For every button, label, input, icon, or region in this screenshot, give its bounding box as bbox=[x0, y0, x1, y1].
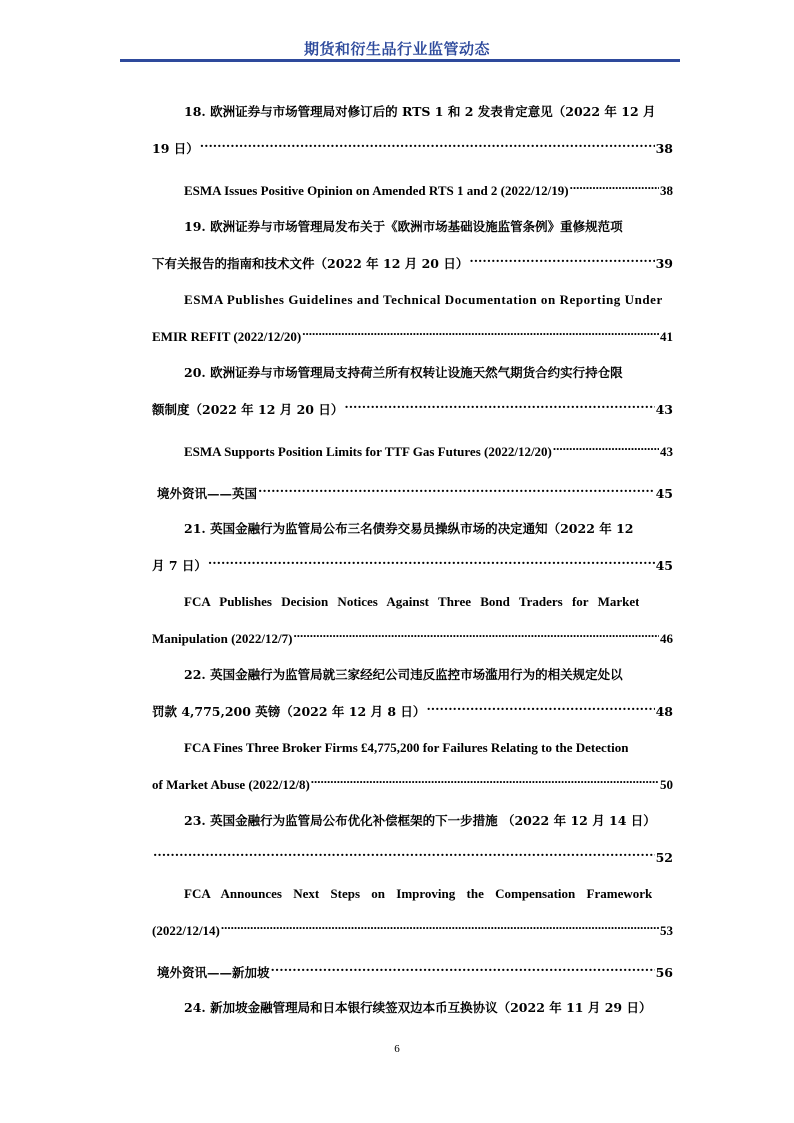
page-number: 6 bbox=[394, 1043, 400, 1055]
toc-page-number: 38 bbox=[655, 141, 673, 156]
toc-entry-22-en-line1[interactable]: FCA Fines Three Broker Firms £4,775,200 for Failures Relating to the Detection bbox=[184, 740, 629, 755]
toc-entry-19-zh-line1[interactable]: 19. 欧洲证券与市场管理局发布关于《欧洲市场基础设施监管条例》重修规范项 bbox=[184, 219, 623, 234]
toc-section-singapore[interactable]: 境外资讯——新加坡 ..... 56 bbox=[152, 957, 673, 977]
toc-page-number: 48 bbox=[655, 704, 673, 719]
toc-entry-22-en-line2[interactable]: of Market Abuse (2022/12/8) ..... 50 bbox=[152, 769, 673, 789]
toc-entry-23-en-line1[interactable]: FCA Announces Next Steps on Improving the Compensation Framework bbox=[184, 886, 653, 901]
toc-page-number: 38 bbox=[660, 183, 673, 198]
toc-section-uk[interactable]: 境外资讯——英国 ..... 45 bbox=[152, 478, 673, 498]
toc-entry-23-en-line2[interactable]: (2022/12/14) ..... 53 bbox=[152, 915, 673, 935]
dot-leader bbox=[311, 769, 659, 789]
dot-leader bbox=[426, 696, 654, 716]
dot-leader bbox=[344, 394, 654, 414]
toc-entry-23-zh-line1[interactable]: 23. 英国金融行为监管局公布优化补偿框架的下一步措施 （2022 年 12 月 14 日） bbox=[184, 813, 656, 828]
toc-page-number: 45 bbox=[655, 486, 673, 501]
toc-page-number: 52 bbox=[655, 850, 673, 865]
toc-entry-21-zh-line2[interactable]: 月 7 日） ..... 45 bbox=[152, 550, 673, 570]
toc-page-number: 39 bbox=[655, 256, 673, 271]
toc-entry-22-zh-line2[interactable]: 罚款 4,775,200 英镑（2022 年 12 月 8 日） ..... 48 bbox=[152, 696, 673, 716]
dot-leader bbox=[570, 175, 659, 195]
header-rule bbox=[120, 59, 680, 62]
toc-entry-18-zh-line1[interactable]: 18. 欧洲证券与市场管理局对修订后的 RTS 1 和 2 发表肯定意见（2022 年 12 月 bbox=[184, 104, 656, 119]
toc-entry-19-en-line1[interactable]: ESMA Publishes Guidelines and Technical Documentation on Reporting Under bbox=[184, 292, 663, 307]
toc-page-number: 45 bbox=[655, 558, 673, 573]
toc-entry-20-zh-line1[interactable]: 20. 欧洲证券与市场管理局支持荷兰所有权转让设施天然气期货合约实行持仓限 bbox=[184, 365, 623, 380]
toc-page-number: 53 bbox=[660, 923, 673, 938]
toc-page-number: 43 bbox=[660, 444, 673, 459]
dot-leader bbox=[271, 957, 655, 977]
toc-entry-19-zh-line2[interactable]: 下有关报告的指南和技术文件（2022 年 12 月 20 日） ..... 39 bbox=[152, 248, 673, 268]
running-header-title: 期货和衍生品行业监管动态 bbox=[303, 40, 490, 58]
toc-page-number: 50 bbox=[660, 777, 673, 792]
toc-entry-18-zh-line2[interactable]: 19 日） ..... 38 bbox=[152, 133, 673, 153]
toc-entry-24-zh-line1[interactable]: 24. 新加坡金融管理局和日本银行续签双边本币互换协议（2022 年 11 月 29 日） bbox=[184, 1000, 652, 1015]
toc-page-number: 43 bbox=[655, 402, 673, 417]
toc-entry-18-en[interactable]: ESMA Issues Positive Opinion on Amended RTS 1 and 2 (2022/12/19) ..... 38 bbox=[152, 175, 673, 195]
toc-page-number: 41 bbox=[660, 329, 673, 344]
dot-leader bbox=[469, 248, 654, 268]
toc-entry-22-zh-line1[interactable]: 22. 英国金融行为监管局就三家经纪公司违反监控市场滥用行为的相关规定处以 bbox=[184, 667, 623, 682]
toc-entry-20-zh-line2[interactable]: 额制度（2022 年 12 月 20 日） ..... 43 bbox=[152, 394, 673, 414]
dot-leader bbox=[302, 321, 659, 341]
toc-entry-19-en-line2[interactable]: EMIR REFIT (2022/12/20) ..... 41 bbox=[152, 321, 673, 341]
dot-leader bbox=[200, 133, 655, 153]
dot-leader bbox=[153, 842, 655, 862]
dot-leader bbox=[208, 550, 655, 570]
toc-entry-21-en-line2[interactable]: Manipulation (2022/12/7) ..... 46 bbox=[152, 623, 673, 643]
toc-entry-23-zh-line2[interactable] bbox=[152, 842, 673, 865]
toc-entry-21-zh-line1[interactable]: 21. 英国金融行为监管局公布三名债券交易员操纵市场的决定通知（2022 年 12 bbox=[184, 521, 634, 536]
dot-leader bbox=[221, 915, 659, 935]
toc-page-number: 56 bbox=[655, 965, 673, 980]
toc-page-number: 46 bbox=[660, 631, 673, 646]
toc-entry-20-en[interactable]: ESMA Supports Position Limits for TTF Gas Futures (2022/12/20) ..... 43 bbox=[152, 436, 673, 456]
toc-entry-21-en-line1[interactable]: FCA Publishes Decision Notices Against Three Bond Traders for Market bbox=[184, 594, 640, 609]
dot-leader bbox=[294, 623, 660, 643]
dot-leader bbox=[258, 478, 655, 498]
dot-leader bbox=[553, 436, 659, 456]
